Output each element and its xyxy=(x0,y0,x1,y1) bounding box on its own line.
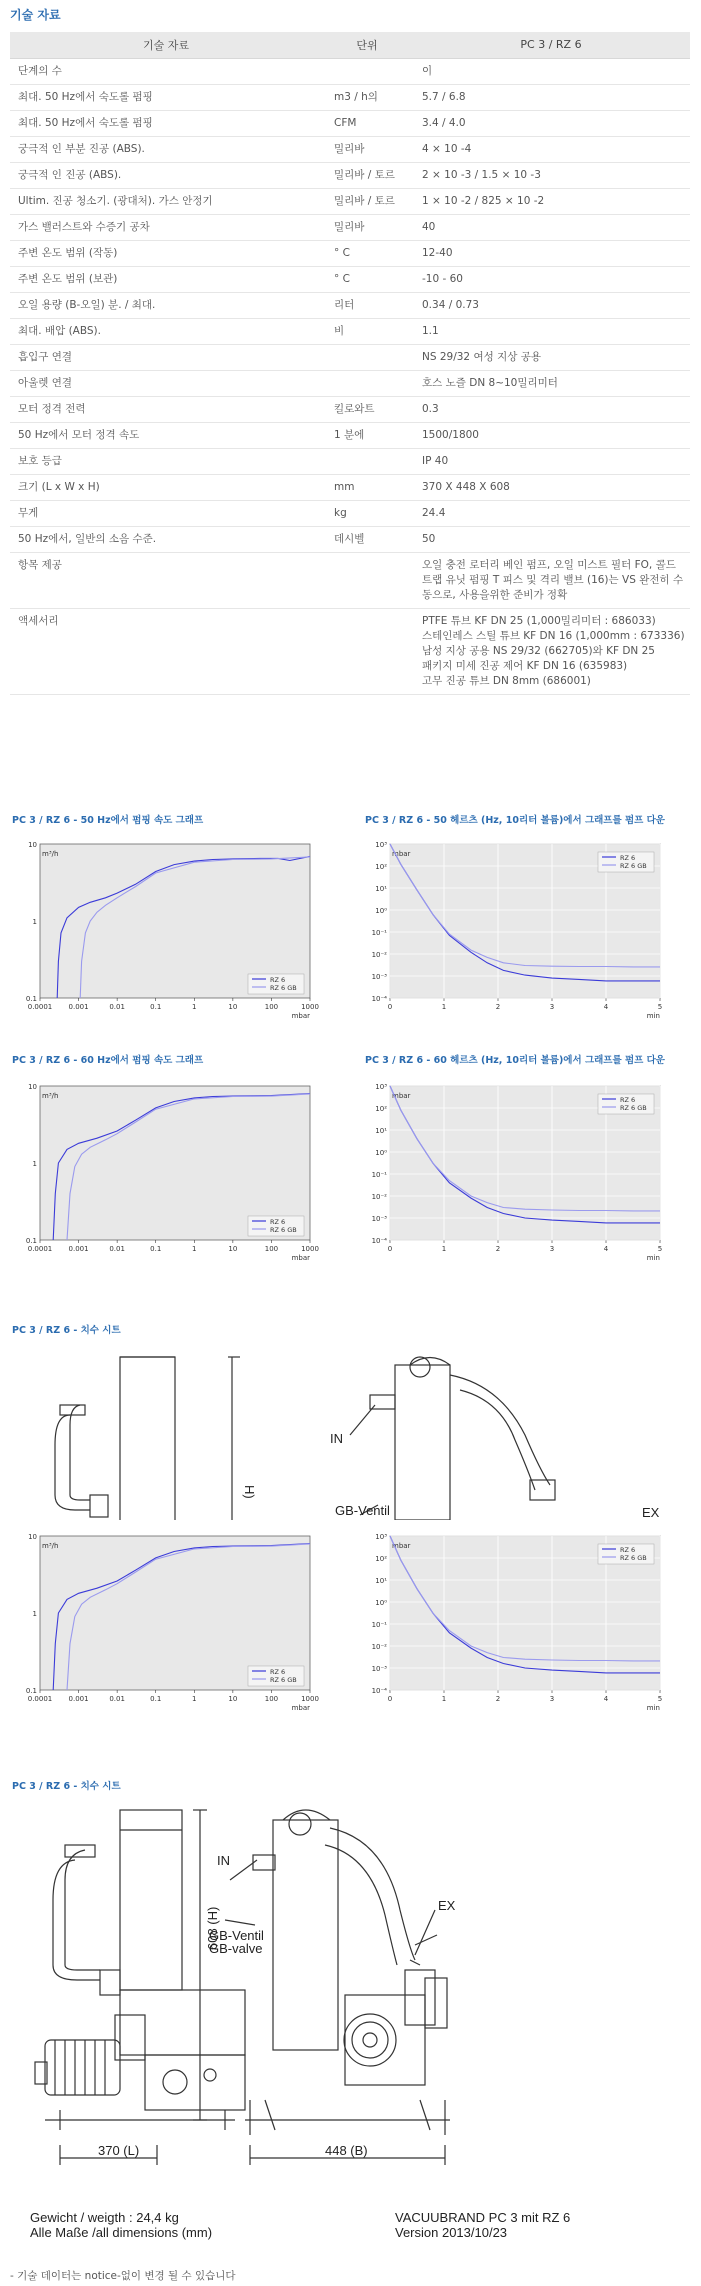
table-row xyxy=(10,552,690,608)
x-tick-label: 10 xyxy=(228,1003,238,1011)
x-tick-label: 0.001 xyxy=(68,1245,89,1253)
table-row xyxy=(10,318,690,344)
x-axis-label: min xyxy=(646,1012,660,1020)
spec-unit-cell: 비 xyxy=(322,318,412,344)
spec-unit-cell: m3 / h의 xyxy=(322,84,412,110)
y-tick-label: 10² xyxy=(375,863,387,871)
y-tick-label: 10⁻⁴ xyxy=(371,1237,387,1245)
spec-value-cell: PTFE 튜브 KF DN 25 (1,000밀리미터 : 686033) 스테인레스 스틸 튜브 KF DN 16 (1,000mm : 673336) 남성 지상 공용 NS 29/32 (662705)와 KF DN 25 패키지 미세 진공 제어 KF DN 16 (635983) 고무 진공 튜브 DN 8mm (686001) xyxy=(412,608,690,694)
table-row xyxy=(10,84,690,110)
y-tick-label: 10⁻⁴ xyxy=(371,995,387,1003)
spec-unit-cell: ° C xyxy=(322,240,412,266)
y-tick-label: 10⁻⁴ xyxy=(371,1687,387,1695)
spec-unit-cell: 밀리바 xyxy=(322,214,412,240)
chart-pumpdown-60hz-repeat xyxy=(368,1532,668,1712)
legend-label: RZ 6 xyxy=(270,976,286,984)
x-axis-label: min xyxy=(646,1254,660,1262)
legend-label: RZ 6 GB xyxy=(270,984,297,992)
spec-value-cell: 0.34 / 0.73 xyxy=(412,292,690,318)
x-axis-label: mbar xyxy=(291,1254,310,1262)
x-axis-label: mbar xyxy=(291,1704,310,1712)
spec-name-cell: 최대. 배압 (ABS). xyxy=(10,318,322,344)
spec-name-cell: 단계의 수 xyxy=(10,58,322,84)
spec-name-cell: 흡입구 연결 xyxy=(10,344,322,370)
legend-label: RZ 6 GB xyxy=(620,862,647,870)
x-tick-label: 0.001 xyxy=(68,1695,89,1703)
spec-name-cell: 오일 용량 (B-오일) 분. / 최대. xyxy=(10,292,322,318)
x-tick-label: 0.0001 xyxy=(27,1695,53,1703)
y-tick-label: 10⁻¹ xyxy=(371,929,387,937)
x-tick-label: 5 xyxy=(657,1003,663,1011)
spec-unit-cell: 밀리바 / 토르 xyxy=(322,162,412,188)
spec-name-cell: 항목 제공 xyxy=(10,552,322,608)
table-row xyxy=(10,396,690,422)
y-axis-label: mbar xyxy=(392,1092,411,1100)
x-tick-label: 1000 xyxy=(301,1695,319,1703)
x-tick-label: 2 xyxy=(495,1695,501,1703)
dimension-drawing xyxy=(25,1800,685,2230)
table-row xyxy=(10,162,690,188)
header-model: PC 3 / RZ 6 xyxy=(412,32,690,58)
spec-unit-cell: mm xyxy=(322,474,412,500)
legend-label: RZ 6 GB xyxy=(620,1554,647,1562)
spec-value-cell: 370 X 448 X 608 xyxy=(412,474,690,500)
spec-unit-cell xyxy=(322,608,412,694)
y-tick-label: 10⁻² xyxy=(371,1643,387,1651)
x-tick-label: 5 xyxy=(657,1695,663,1703)
y-tick-label: 0.1 xyxy=(25,995,37,1003)
y-tick-label: 10⁻³ xyxy=(371,1665,387,1673)
spec-unit-cell xyxy=(322,552,412,608)
dimension-drawing-partial xyxy=(30,1345,680,1520)
y-tick-label: 10 xyxy=(28,841,37,849)
table-row xyxy=(10,608,690,694)
chart-pumpdown-60hz xyxy=(368,1082,668,1262)
y-tick-label: 10³ xyxy=(375,841,387,849)
spec-unit-cell xyxy=(322,58,412,84)
x-tick-label: 100 xyxy=(264,1695,279,1703)
spec-name-cell: 50 Hz에서, 일반의 소음 수준. xyxy=(10,526,322,552)
x-tick-label: 10 xyxy=(228,1695,238,1703)
chart-speed-50hz xyxy=(18,840,318,1020)
label-ex: EX xyxy=(438,1898,456,1913)
table-row xyxy=(10,448,690,474)
chart-speed-60hz xyxy=(18,1082,318,1262)
chart-speed-60hz-repeat xyxy=(18,1532,318,1712)
table-row xyxy=(10,214,690,240)
legend-label: RZ 6 GB xyxy=(270,1676,297,1684)
spec-value-cell: -10 - 60 xyxy=(412,266,690,292)
spec-name-cell: 크기 (L x W x H) xyxy=(10,474,322,500)
caption-version: VACUUBRAND PC 3 mit RZ 6 Version 2013/10/23 xyxy=(395,2210,571,2240)
legend-label: RZ 6 xyxy=(270,1218,286,1226)
table-row xyxy=(10,240,690,266)
spec-value-cell: IP 40 xyxy=(412,448,690,474)
spec-unit-cell: 킬로와트 xyxy=(322,396,412,422)
dimension-sheet-title: PC 3 / RZ 6 - 치수 시트 xyxy=(12,1325,121,1336)
y-tick-label: 10⁻³ xyxy=(371,1215,387,1223)
y-tick-label: 10 xyxy=(28,1533,37,1541)
caption-weight: Gewicht / weigth : 24,4 kg Alle Maße /all dimensions (mm) xyxy=(30,2210,213,2240)
spec-value-cell: 1.1 xyxy=(412,318,690,344)
y-tick-label: 10 xyxy=(28,1083,37,1091)
x-tick-label: 0 xyxy=(387,1695,393,1703)
x-tick-label: 0 xyxy=(387,1245,393,1253)
label-in: IN xyxy=(217,1853,230,1868)
x-tick-label: 2 xyxy=(495,1245,501,1253)
spec-name-cell: 50 Hz에서 모터 정격 속도 xyxy=(10,422,322,448)
y-axis-label: mbar xyxy=(392,850,411,858)
label-height-partial: H) xyxy=(242,1485,257,1499)
y-axis-label: m³/h xyxy=(42,1092,59,1100)
spec-value-cell: 5.7 / 6.8 xyxy=(412,84,690,110)
chart-svg xyxy=(368,1532,668,1712)
spec-value-cell: 50 xyxy=(412,526,690,552)
y-tick-label: 10² xyxy=(375,1105,387,1113)
y-tick-label: 10⁻² xyxy=(371,951,387,959)
table-row xyxy=(10,136,690,162)
y-tick-label: 10¹ xyxy=(375,1577,387,1585)
spec-value-cell: 24.4 xyxy=(412,500,690,526)
y-tick-label: 10¹ xyxy=(375,885,387,893)
x-tick-label: 1000 xyxy=(301,1245,319,1253)
table-row xyxy=(10,58,690,84)
chart-title-speed-50hz: PC 3 / RZ 6 - 50 Hz에서 펌핑 속도 그래프 xyxy=(12,815,204,826)
y-axis-label: m³/h xyxy=(42,850,59,858)
x-tick-label: 0.01 xyxy=(109,1695,125,1703)
x-axis-label: mbar xyxy=(291,1012,310,1020)
x-tick-label: 4 xyxy=(603,1695,609,1703)
label-in-partial: IN xyxy=(330,1431,343,1446)
y-tick-label: 10³ xyxy=(375,1533,387,1541)
y-tick-label: 10⁰ xyxy=(375,907,387,915)
spec-value-cell: 호스 노즐 DN 8~10밀리미터 xyxy=(412,370,690,396)
x-tick-label: 0 xyxy=(387,1003,393,1011)
spec-name-cell: 주변 온도 범위 (작동) xyxy=(10,240,322,266)
y-tick-label: 10⁰ xyxy=(375,1149,387,1157)
y-tick-label: 10² xyxy=(375,1555,387,1563)
spec-name-cell: 최대. 50 Hz에서 숙도롤 펌핑 xyxy=(10,84,322,110)
spec-value-cell: NS 29/32 여성 지상 공용 xyxy=(412,344,690,370)
x-tick-label: 3 xyxy=(549,1003,555,1011)
section-title: 기술 자료 xyxy=(10,8,61,22)
spec-unit-cell: 1 분에 xyxy=(322,422,412,448)
header-spec: 기술 자료 xyxy=(10,32,322,58)
label-gb-valve: GB-valve xyxy=(209,1941,263,1956)
chart-svg xyxy=(368,840,668,1020)
legend-label: RZ 6 xyxy=(270,1668,286,1676)
spec-unit-cell xyxy=(322,448,412,474)
table-row xyxy=(10,500,690,526)
y-tick-label: 10⁻¹ xyxy=(371,1171,387,1179)
x-axis-label: min xyxy=(646,1704,660,1712)
spec-name-cell: 액세서리 xyxy=(10,608,322,694)
x-tick-label: 1 xyxy=(441,1245,447,1253)
x-tick-label: 5 xyxy=(657,1245,663,1253)
label-length: 370 (L) xyxy=(98,2143,140,2158)
x-tick-label: 0.0001 xyxy=(27,1245,53,1253)
table-row xyxy=(10,370,690,396)
dimension-sheet-title-2: PC 3 / RZ 6 - 치수 시트 xyxy=(12,1781,121,1792)
table-row xyxy=(10,422,690,448)
spec-name-cell: 궁극적 인 진공 (ABS). xyxy=(10,162,322,188)
spec-unit-cell: 리터 xyxy=(322,292,412,318)
spec-name-cell: 가스 밸러스트와 수증기 공차 xyxy=(10,214,322,240)
spec-unit-cell xyxy=(322,370,412,396)
x-tick-label: 100 xyxy=(264,1003,279,1011)
table-row xyxy=(10,188,690,214)
spec-unit-cell: ° C xyxy=(322,266,412,292)
label-ex-partial: EX xyxy=(642,1505,660,1520)
y-tick-label: 10⁻³ xyxy=(371,973,387,981)
spec-value-cell: 0.3 xyxy=(412,396,690,422)
x-tick-label: 1 xyxy=(192,1245,197,1253)
header-unit: 단위 xyxy=(322,32,412,58)
spec-value-cell: 오일 충전 로터리 베인 펌프, 오일 미스트 필터 FO, 콜드 트랩 유닛 펌핑 T 피스 및 격리 밸브 (16)는 VS 완전히 수동으로, 사용을위한 준비가 정확 xyxy=(412,552,690,608)
chart-title-speed-60hz: PC 3 / RZ 6 - 60 Hz에서 펌핑 속도 그래프 xyxy=(12,1055,204,1066)
x-tick-label: 0.001 xyxy=(68,1003,89,1011)
x-tick-label: 0.01 xyxy=(109,1003,125,1011)
y-tick-label: 10⁻² xyxy=(371,1193,387,1201)
x-tick-label: 1 xyxy=(192,1003,197,1011)
spec-value-cell: 12-40 xyxy=(412,240,690,266)
chart-title-pumpdown-60hz: PC 3 / RZ 6 - 60 헤르츠 (Hz, 10리터 볼륨)에서 그래프를 펌프 다운 xyxy=(365,1055,665,1066)
footnote: - 기술 데이터는 notice-없이 변경 될 수 있습니다 xyxy=(10,2270,236,2282)
y-axis-label: mbar xyxy=(392,1542,411,1550)
label-height: 608 (H) xyxy=(205,1906,220,1950)
table-row xyxy=(10,474,690,500)
y-tick-label: 0.1 xyxy=(25,1687,37,1695)
spec-name-cell: 무게 xyxy=(10,500,322,526)
table-row xyxy=(10,266,690,292)
chart-svg xyxy=(18,1532,318,1712)
x-tick-label: 3 xyxy=(549,1245,555,1253)
spec-name-cell: 보호 등급 xyxy=(10,448,322,474)
y-tick-label: 10⁰ xyxy=(375,1599,387,1607)
legend-label: RZ 6 GB xyxy=(270,1226,297,1234)
table-row xyxy=(10,344,690,370)
spec-table-header xyxy=(10,32,690,58)
y-tick-label: 0.1 xyxy=(25,1237,37,1245)
chart-title-pumpdown-50hz: PC 3 / RZ 6 - 50 헤르츠 (Hz, 10리터 볼륨)에서 그래프를 펌프 다운 xyxy=(365,815,665,826)
spec-unit-cell: CFM xyxy=(322,110,412,136)
legend-label: RZ 6 xyxy=(620,854,636,862)
x-tick-label: 1 xyxy=(441,1695,447,1703)
x-tick-label: 0.0001 xyxy=(27,1003,53,1011)
y-tick-label: 1 xyxy=(32,1610,37,1618)
y-tick-label: 1 xyxy=(32,918,37,926)
spec-value-cell: 이 xyxy=(412,58,690,84)
y-tick-label: 1 xyxy=(32,1160,37,1168)
spec-unit-cell: kg xyxy=(322,500,412,526)
label-gb-ventil: GB-Ventil xyxy=(209,1928,264,1943)
spec-value-cell: 1500/1800 xyxy=(412,422,690,448)
table-row xyxy=(10,526,690,552)
chart-svg xyxy=(18,1082,318,1262)
y-tick-label: 10¹ xyxy=(375,1127,387,1135)
x-tick-label: 10 xyxy=(228,1245,238,1253)
legend-label: RZ 6 xyxy=(620,1546,636,1554)
label-gb-ventil-partial: GB-Ventil xyxy=(335,1503,390,1518)
spec-value-cell: 1 × 10 -2 / 825 × 10 -2 xyxy=(412,188,690,214)
spec-unit-cell: 밀리바 / 토르 xyxy=(322,188,412,214)
x-tick-label: 4 xyxy=(603,1245,609,1253)
x-tick-label: 4 xyxy=(603,1003,609,1011)
chart-svg xyxy=(368,1082,668,1262)
x-tick-label: 100 xyxy=(264,1245,279,1253)
y-tick-label: 10⁻¹ xyxy=(371,1621,387,1629)
x-tick-label: 0.1 xyxy=(150,1245,162,1253)
spec-value-cell: 2 × 10 -3 / 1.5 × 10 -3 xyxy=(412,162,690,188)
spec-value-cell: 40 xyxy=(412,214,690,240)
x-tick-label: 1000 xyxy=(301,1003,319,1011)
spec-name-cell: 최대. 50 Hz에서 숙도롤 펌핑 xyxy=(10,110,322,136)
label-width: 448 (B) xyxy=(325,2143,368,2158)
chart-pumpdown-50hz xyxy=(368,840,668,1020)
spec-unit-cell: 밀리바 xyxy=(322,136,412,162)
spec-name-cell: 궁극적 인 부분 진공 (ABS). xyxy=(10,136,322,162)
pump-drawing-partial xyxy=(30,1345,680,1520)
spec-name-cell: 주변 온도 범위 (보관) xyxy=(10,266,322,292)
x-tick-label: 0.1 xyxy=(150,1003,162,1011)
x-tick-label: 1 xyxy=(441,1003,447,1011)
legend-label: RZ 6 xyxy=(620,1096,636,1104)
spec-unit-cell xyxy=(322,344,412,370)
spec-name-cell: 모터 정격 전력 xyxy=(10,396,322,422)
spec-name-cell: Ultim. 진공 청소기. (광대처). 가스 안정기 xyxy=(10,188,322,214)
spec-value-cell: 3.4 / 4.0 xyxy=(412,110,690,136)
y-tick-label: 10³ xyxy=(375,1083,387,1091)
spec-name-cell: 아울렛 연결 xyxy=(10,370,322,396)
legend-label: RZ 6 GB xyxy=(620,1104,647,1112)
x-tick-label: 2 xyxy=(495,1003,501,1011)
y-axis-label: m³/h xyxy=(42,1542,59,1550)
spec-value-cell: 4 × 10 -4 xyxy=(412,136,690,162)
spec-table xyxy=(10,32,690,695)
table-row xyxy=(10,110,690,136)
x-tick-label: 3 xyxy=(549,1695,555,1703)
spec-unit-cell: 데시벨 xyxy=(322,526,412,552)
pump-drawing xyxy=(25,1800,685,2230)
x-tick-label: 0.01 xyxy=(109,1245,125,1253)
table-row xyxy=(10,292,690,318)
chart-svg xyxy=(18,840,318,1020)
x-tick-label: 0.1 xyxy=(150,1695,162,1703)
x-tick-label: 1 xyxy=(192,1695,197,1703)
